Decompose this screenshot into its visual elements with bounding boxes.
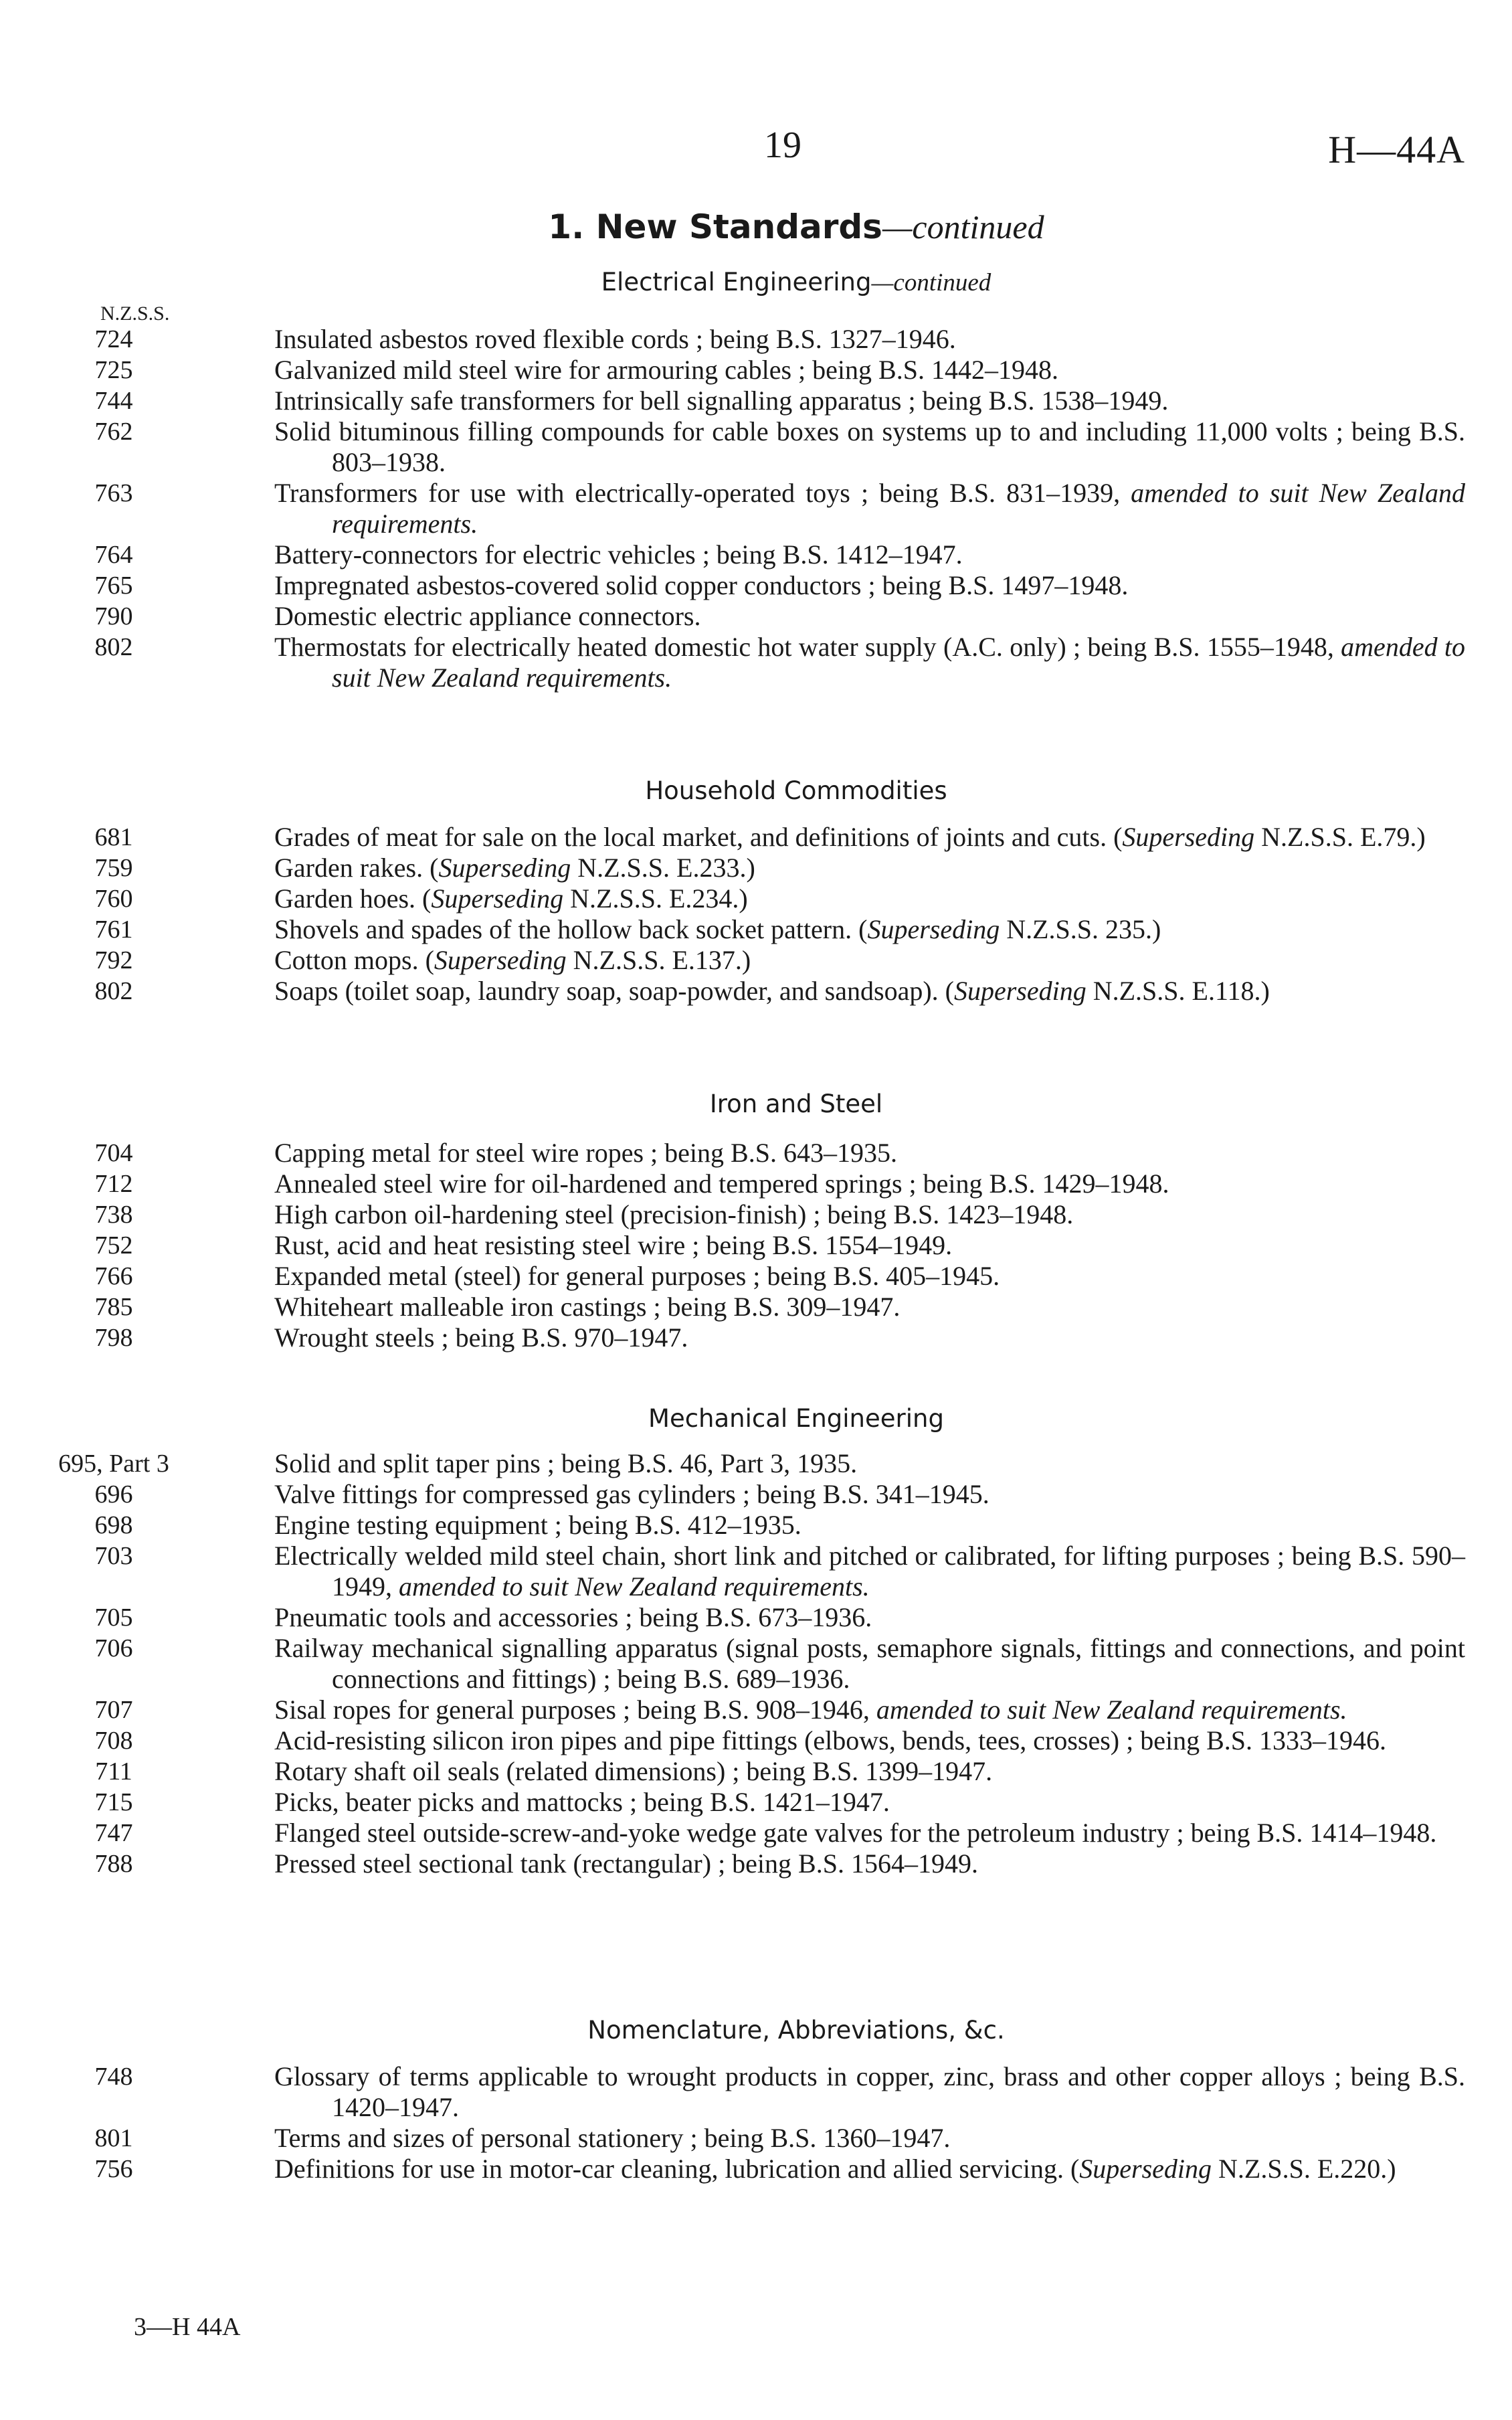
description-text: Impregnated asbestos-covered solid copper conductors ; being B.S. 1497–1948.	[274, 570, 1129, 600]
description-text: Garden hoes. (	[274, 883, 432, 914]
standard-description	[274, 1695, 1465, 1725]
description-text: Terms and sizes of personal stationery ; being B.S. 1360–1947.	[274, 2123, 951, 2153]
description-italic: amended to suit New Zealand requirements.	[876, 1695, 1347, 1725]
standard-description	[274, 355, 1465, 385]
entry-list	[0, 324, 1512, 693]
standard-entry	[0, 1695, 1512, 1725]
description-text: Battery-connectors for electric vehicles ; being B.S. 1412–1947.	[274, 539, 963, 570]
description-text: Grades of meat for sale on the local market, and definitions of joints and cuts. (	[274, 822, 1123, 852]
standard-entry	[0, 539, 1512, 570]
standard-entry	[0, 1138, 1512, 1169]
description-text: Intrinsically safe transformers for bell signalling apparatus ; being B.S. 1538–1949.	[274, 385, 1169, 416]
standard-description	[274, 1292, 1465, 1322]
standard-entry	[0, 945, 1512, 976]
group-heading-text: Household Commodities	[645, 776, 947, 805]
standard-number: 707	[94, 1696, 133, 1724]
standard-description	[274, 1169, 1465, 1199]
standard-entry	[0, 914, 1512, 945]
standard-number: 792	[94, 946, 133, 974]
description-italic: amended to suit New Zealand requirements.	[332, 478, 1465, 539]
standard-number: 763	[94, 479, 133, 507]
group-heading	[0, 776, 1512, 805]
entry-list	[0, 1138, 1512, 1353]
standard-entry	[0, 1448, 1512, 1479]
standard-entry	[0, 2123, 1512, 2154]
group-heading	[0, 2016, 1512, 2045]
standard-number: 725	[94, 356, 133, 384]
standard-description	[274, 822, 1465, 853]
standard-description	[274, 1230, 1465, 1261]
description-text: Engine testing equipment ; being B.S. 412–1935.	[274, 1510, 801, 1540]
standard-entry	[0, 1725, 1512, 1756]
standard-entry	[0, 601, 1512, 632]
description-tail: N.Z.S.S. E.233.)	[571, 853, 755, 883]
group-heading-text: Electrical Engineering	[601, 268, 872, 296]
group-heading	[0, 1404, 1512, 1433]
standard-number: 744	[94, 387, 133, 415]
standard-entry	[0, 2154, 1512, 2184]
standard-number: 696	[94, 1480, 133, 1508]
description-tail: N.Z.S.S. 235.)	[1000, 914, 1161, 944]
standard-description	[274, 1725, 1465, 1756]
standard-description	[274, 1848, 1465, 1879]
description-text: Glossary of terms applicable to wrought products in copper, zinc, brass and other copper alloys ; being B.S. 1420–1947.	[274, 2061, 1465, 2122]
standard-entry	[0, 1602, 1512, 1633]
description-text: Cotton mops. (	[274, 945, 434, 975]
description-text: Soaps (toilet soap, laundry soap, soap-powder, and sandsoap). (	[274, 976, 954, 1006]
standard-number: 756	[94, 2155, 133, 2183]
standard-description	[274, 1510, 1465, 1541]
standard-description	[274, 1633, 1465, 1695]
standard-entry	[0, 632, 1512, 693]
standard-description	[274, 1787, 1465, 1818]
standard-description	[274, 324, 1465, 355]
standard-number: 703	[94, 1542, 133, 1570]
standard-number: 766	[94, 1262, 133, 1290]
description-italic: Superseding	[1122, 822, 1255, 852]
standard-description	[274, 1602, 1465, 1633]
group-heading-text: Mechanical Engineering	[648, 1404, 944, 1433]
standard-entry	[0, 976, 1512, 1007]
standard-description	[274, 1199, 1465, 1230]
description-italic: Superseding	[953, 976, 1086, 1006]
standard-description	[274, 976, 1465, 1007]
standard-number: 798	[94, 1324, 133, 1352]
standard-number: 788	[94, 1850, 133, 1878]
description-italic: Superseding	[867, 914, 1000, 944]
group-heading-suffix: —continued	[871, 269, 991, 296]
standard-number: 752	[94, 1231, 133, 1260]
standard-number: 764	[94, 541, 133, 569]
standard-entry	[0, 324, 1512, 355]
standard-description	[274, 2061, 1465, 2123]
description-text: Picks, beater picks and mattocks ; being B.S. 1421–1947.	[274, 1787, 890, 1817]
standard-entry	[0, 883, 1512, 914]
description-italic: amended to suit New Zealand requirements.	[399, 1571, 870, 1602]
standard-description	[274, 601, 1465, 632]
standard-entry	[0, 1169, 1512, 1199]
standard-number: 790	[94, 602, 133, 630]
standard-description	[274, 1541, 1465, 1602]
group-heading-text: Nomenclature, Abbreviations, &c.	[587, 2016, 1005, 2045]
standard-number: 698	[94, 1511, 133, 1539]
description-text: Domestic electric appliance connectors.	[274, 601, 701, 631]
description-text: Expanded metal (steel) for general purposes ; being B.S. 405–1945.	[274, 1261, 1000, 1291]
description-text: Whiteheart malleable iron castings ; being B.S. 309–1947.	[274, 1292, 901, 1322]
description-text: Acid-resisting silicon iron pipes and pipe fittings (elbows, bends, tees, crosses) ; being B.S. 1333–1946.	[274, 1725, 1387, 1755]
standard-entry	[0, 1261, 1512, 1292]
standard-entry	[0, 1633, 1512, 1695]
standard-entry	[0, 1541, 1512, 1602]
standard-number: 715	[94, 1788, 133, 1816]
standard-number: 759	[94, 854, 133, 882]
standard-number: 738	[94, 1201, 133, 1229]
standard-entry	[0, 1199, 1512, 1230]
description-text: Solid and split taper pins ; being B.S. 46, Part 3, 1935.	[274, 1448, 858, 1478]
page-code: H—44A	[1328, 128, 1465, 171]
group-heading	[0, 268, 1512, 297]
standard-entry	[0, 355, 1512, 385]
standard-description	[274, 914, 1465, 945]
page-number: 19	[764, 124, 801, 166]
standard-description	[274, 2154, 1465, 2184]
standard-entry	[0, 1787, 1512, 1818]
description-italic: Superseding	[438, 853, 571, 883]
description-text: Rust, acid and heat resisting steel wire ; being B.S. 1554–1949.	[274, 1230, 953, 1260]
standard-number: 706	[94, 1634, 133, 1662]
standard-number: 748	[94, 2063, 133, 2091]
standard-description	[274, 478, 1465, 539]
standard-number: 761	[94, 916, 133, 944]
description-tail: N.Z.S.S. E.220.)	[1212, 2154, 1396, 2184]
standard-description	[274, 883, 1465, 914]
standard-entry	[0, 853, 1512, 883]
section-title	[0, 207, 1512, 246]
description-text: Transformers for use with electrically-operated toys ; being B.S. 831–1939,	[274, 478, 1121, 508]
description-text: Pneumatic tools and accessories ; being B.S. 673–1936.	[274, 1602, 872, 1632]
standard-number: 760	[94, 885, 133, 913]
standard-entry	[0, 822, 1512, 853]
description-text: Garden rakes. (	[274, 853, 439, 883]
description-tail: N.Z.S.S. E.118.)	[1086, 976, 1270, 1006]
standard-entry	[0, 1848, 1512, 1879]
standard-description	[274, 385, 1465, 416]
standard-description	[274, 539, 1465, 570]
entry-list	[0, 1448, 1512, 1879]
standard-description	[274, 1479, 1465, 1510]
standard-description	[274, 1818, 1465, 1848]
group-heading-text: Iron and Steel	[709, 1090, 883, 1118]
standard-description	[274, 853, 1465, 883]
standard-entry	[0, 1230, 1512, 1261]
column-label: N.Z.S.S.	[100, 302, 170, 325]
standard-number: 705	[94, 1604, 133, 1632]
standard-entry	[0, 2061, 1512, 2123]
section-title-suffix: —continued	[882, 208, 1044, 246]
standard-number: 785	[94, 1293, 133, 1321]
standard-entry	[0, 1756, 1512, 1787]
description-text: Insulated asbestos roved flexible cords ; being B.S. 1327–1946.	[274, 324, 956, 354]
standard-description	[274, 570, 1465, 601]
standard-number: 681	[94, 823, 133, 851]
group-heading	[0, 1090, 1512, 1118]
entry-list	[0, 822, 1512, 1007]
description-italic: Superseding	[431, 883, 564, 914]
standard-description	[274, 416, 1465, 478]
standard-entry	[0, 1510, 1512, 1541]
standard-entry	[0, 570, 1512, 601]
entry-list	[0, 2061, 1512, 2184]
standard-entry	[0, 416, 1512, 478]
description-text: Flanged steel outside-screw-and-yoke wedge gate valves for the petroleum industry ; being B.S. 1414–1948.	[274, 1818, 1437, 1848]
description-text: Definitions for use in motor-car cleaning, lubrication and allied servicing. (	[274, 2154, 1080, 2184]
standard-number: 762	[94, 418, 133, 446]
standard-number: 801	[94, 2124, 133, 2152]
standard-description	[274, 1138, 1465, 1169]
description-text: Galvanized mild steel wire for armouring cables ; being B.S. 1442–1948.	[274, 355, 1058, 385]
description-text: Pressed steel sectional tank (rectangular) ; being B.S. 1564–1949.	[274, 1848, 978, 1879]
description-text: Capping metal for steel wire ropes ; being B.S. 643–1935.	[274, 1138, 897, 1168]
section-title-text: 1. New Standards	[548, 207, 882, 246]
standard-entry	[0, 1818, 1512, 1848]
standard-number: 802	[94, 633, 133, 661]
description-italic: Superseding	[434, 945, 567, 975]
standard-number: 712	[94, 1170, 133, 1198]
description-text: Railway mechanical signalling apparatus (signal posts, semaphore signals, fittings and connections, and point connections and fittings) ; being B.S. 689–1936.	[274, 1633, 1465, 1694]
standard-entry	[0, 385, 1512, 416]
description-tail: N.Z.S.S. E.234.)	[563, 883, 748, 914]
standard-entry	[0, 1479, 1512, 1510]
description-text: Thermostats for electrically heated domestic hot water supply (A.C. only) ; being B.S. 1555–1948,	[274, 632, 1334, 662]
standard-number: 747	[94, 1819, 133, 1847]
description-text: Annealed steel wire for oil-hardened and tempered springs ; being B.S. 1429–1948.	[274, 1169, 1169, 1199]
description-text: Electrically welded mild steel chain, short link and pitched or calibrated, for lifting purposes ; being B.S. 590–1949,	[274, 1541, 1465, 1602]
standard-description	[274, 945, 1465, 976]
description-text: Shovels and spades of the hollow back socket pattern. (	[274, 914, 868, 944]
standard-number: 724	[94, 325, 133, 353]
standard-number: 802	[94, 977, 133, 1005]
description-text: Wrought steels ; being B.S. 970–1947.	[274, 1322, 688, 1353]
standard-entry	[0, 1292, 1512, 1322]
description-text: Valve fittings for compressed gas cylinders ; being B.S. 341–1945.	[274, 1479, 989, 1509]
page-footer: 3—H 44A	[134, 2313, 241, 2341]
standard-entry	[0, 1322, 1512, 1353]
standard-number: 708	[94, 1727, 133, 1755]
description-text: Sisal ropes for general purposes ; being B.S. 908–1946,	[274, 1695, 870, 1725]
description-text: Rotary shaft oil seals (related dimensions) ; being B.S. 1399–1947.	[274, 1756, 993, 1786]
description-italic: amended to suit New Zealand requirements.	[332, 632, 1466, 693]
standard-description	[274, 632, 1465, 693]
standard-description	[274, 1448, 1465, 1479]
description-text: Solid bituminous filling compounds for cable boxes on systems up to and including 11,000 volts ; being B.S. 803–1938.	[274, 416, 1465, 477]
standard-description	[274, 1756, 1465, 1787]
standard-number: 695, Part 3	[58, 1450, 169, 1478]
description-italic: Superseding	[1079, 2154, 1212, 2184]
standard-entry	[0, 478, 1512, 539]
description-text: High carbon oil-hardening steel (precision-finish) ; being B.S. 1423–1948.	[274, 1199, 1074, 1229]
standard-number: 765	[94, 572, 133, 600]
description-tail: N.Z.S.S. E.79.)	[1254, 822, 1426, 852]
standard-number: 711	[95, 1757, 132, 1786]
standard-description	[274, 2123, 1465, 2154]
description-tail: N.Z.S.S. E.137.)	[566, 945, 751, 975]
standard-description	[274, 1322, 1465, 1353]
standard-number: 704	[94, 1139, 133, 1167]
standard-description	[274, 1261, 1465, 1292]
